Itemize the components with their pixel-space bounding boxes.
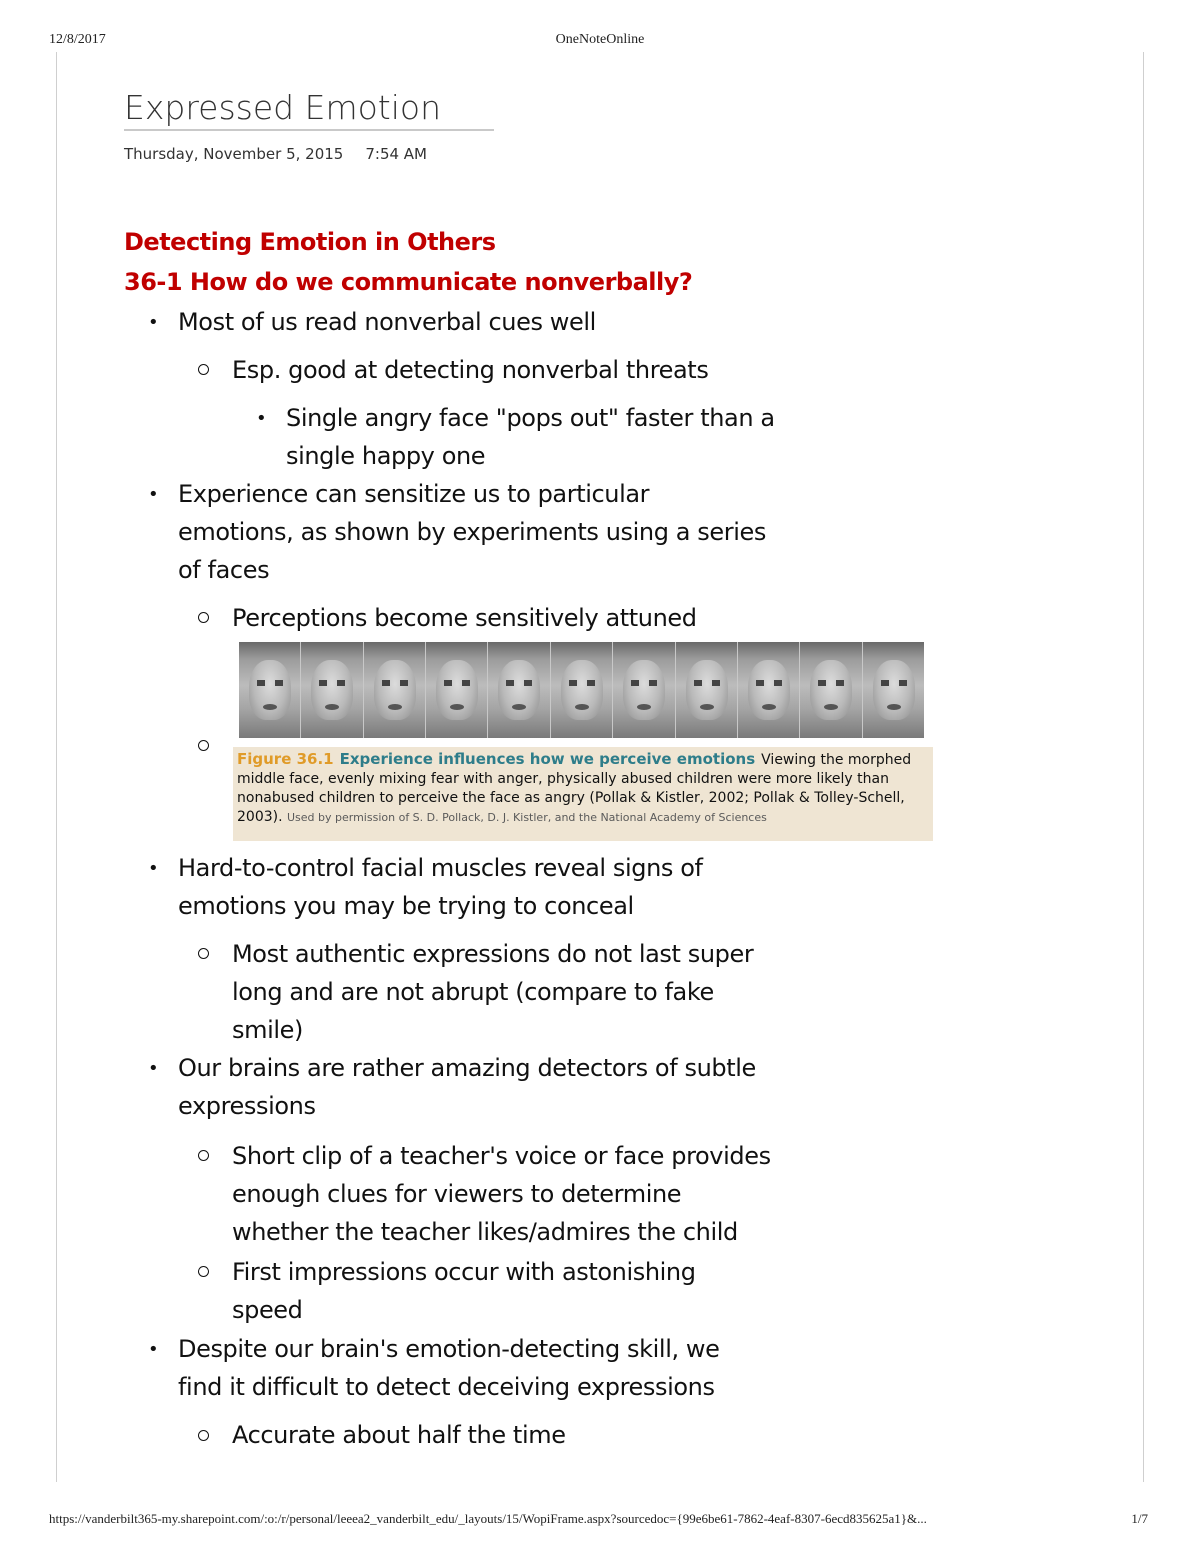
outline-item: Accurate about half the time [232, 1421, 566, 1449]
outline-item: Hard-to-control facial muscles reveal signs of [178, 854, 703, 882]
outline-item: Despite our brain's emotion-detecting skill, we [178, 1335, 720, 1363]
print-footer-page: 1/7 [1131, 1511, 1148, 1526]
page-time: 7:54 AM [365, 145, 427, 163]
outline-item: Our brains are rather amazing detectors of subtle [178, 1054, 756, 1082]
bullet-dot: • [148, 1339, 159, 1360]
outline-item: enough clues for viewers to determine [232, 1180, 682, 1208]
page-border-left [56, 52, 57, 1482]
face-thumbnail [364, 642, 425, 738]
outline-item: First impressions occur with astonishing [232, 1258, 696, 1286]
title-underline [124, 129, 494, 131]
print-header-app: OneNoteOnline [555, 32, 645, 47]
bullet-circle [198, 612, 209, 623]
figure-caption [233, 747, 933, 841]
face-morph-image [239, 642, 924, 738]
page-date: Thursday, November 5, 2015 [124, 145, 344, 163]
outline-item: find it difficult to detect deceiving expressions [178, 1373, 715, 1401]
outline-item: Single angry face "pops out" faster than a [286, 404, 775, 432]
outline-item: long and are not abrupt (compare to fake [232, 978, 714, 1006]
face-thumbnail [738, 642, 799, 738]
page-title[interactable]: Expressed Emotion [124, 88, 441, 127]
outline-item: smile) [232, 1016, 303, 1044]
face-thumbnail [426, 642, 487, 738]
outline-item: speed [232, 1296, 303, 1324]
face-thumbnail [800, 642, 861, 738]
outline-item: emotions, as shown by experiments using a series [178, 518, 766, 546]
bullet-circle [198, 364, 209, 375]
bullet-dot: • [148, 1058, 159, 1079]
outline-item: Perceptions become sensitively attuned [232, 604, 697, 632]
face-thumbnail [488, 642, 549, 738]
outline-item: Short clip of a teacher's voice or face provides [232, 1142, 771, 1170]
bullet-dot: • [148, 858, 159, 879]
outline-item: Most of us read nonverbal cues well [178, 308, 596, 336]
bullet-circle [198, 948, 209, 959]
outline-item: whether the teacher likes/admires the child [232, 1218, 738, 1246]
face-thumbnail [239, 642, 300, 738]
figure-title: Experience influences how we perceive emotions [339, 750, 756, 768]
outline-item: Experience can sensitize us to particular [178, 480, 650, 508]
bullet-dot: • [148, 484, 159, 505]
bullet-circle [198, 1150, 209, 1161]
page-datetime [124, 145, 427, 163]
outline-item: expressions [178, 1092, 316, 1120]
bullet-dot: • [256, 408, 267, 429]
outline-item: Most authentic expressions do not last super [232, 940, 754, 968]
outline-item: of faces [178, 556, 270, 584]
bullet-circle [198, 740, 209, 751]
figure-number: Figure 36.1 [237, 750, 334, 768]
figure-credit: Used by permission of S. D. Pollack, D. J. Kistler, and the National Academy of Sciences [287, 811, 767, 824]
print-header-date: 12/8/2017 [49, 32, 106, 47]
section-heading: Detecting Emotion in Others [124, 228, 496, 256]
bullet-dot: • [148, 312, 159, 333]
page-border-right [1143, 52, 1144, 1482]
print-footer-url: https://vanderbilt365-my.sharepoint.com/:o:/r/personal/leeea2_vanderbilt_edu/_layouts/15/WopiFrame.aspx?sourcedoc={99e6be61-7862-4eaf-8307-6ecd835625a1}&... [49, 1511, 927, 1526]
face-thumbnail [613, 642, 674, 738]
bullet-circle [198, 1430, 209, 1441]
bullet-circle [198, 1266, 209, 1277]
face-thumbnail [551, 642, 612, 738]
outline-item: Esp. good at detecting nonverbal threats [232, 356, 709, 384]
question-heading: 36-1 How do we communicate nonverbally? [124, 268, 693, 296]
outline-item: emotions you may be trying to conceal [178, 892, 634, 920]
face-thumbnail [301, 642, 362, 738]
face-thumbnail [676, 642, 737, 738]
outline-item: single happy one [286, 442, 486, 470]
face-thumbnail [863, 642, 924, 738]
figure-body: Viewing the morphed middle face, evenly mixing fear with anger, physically abused children were more likely than nonabused children to perceive the face as angry (Pollak & Kistler, 2002; Pollak & Tolley-Schell, 2003). [237, 752, 912, 825]
